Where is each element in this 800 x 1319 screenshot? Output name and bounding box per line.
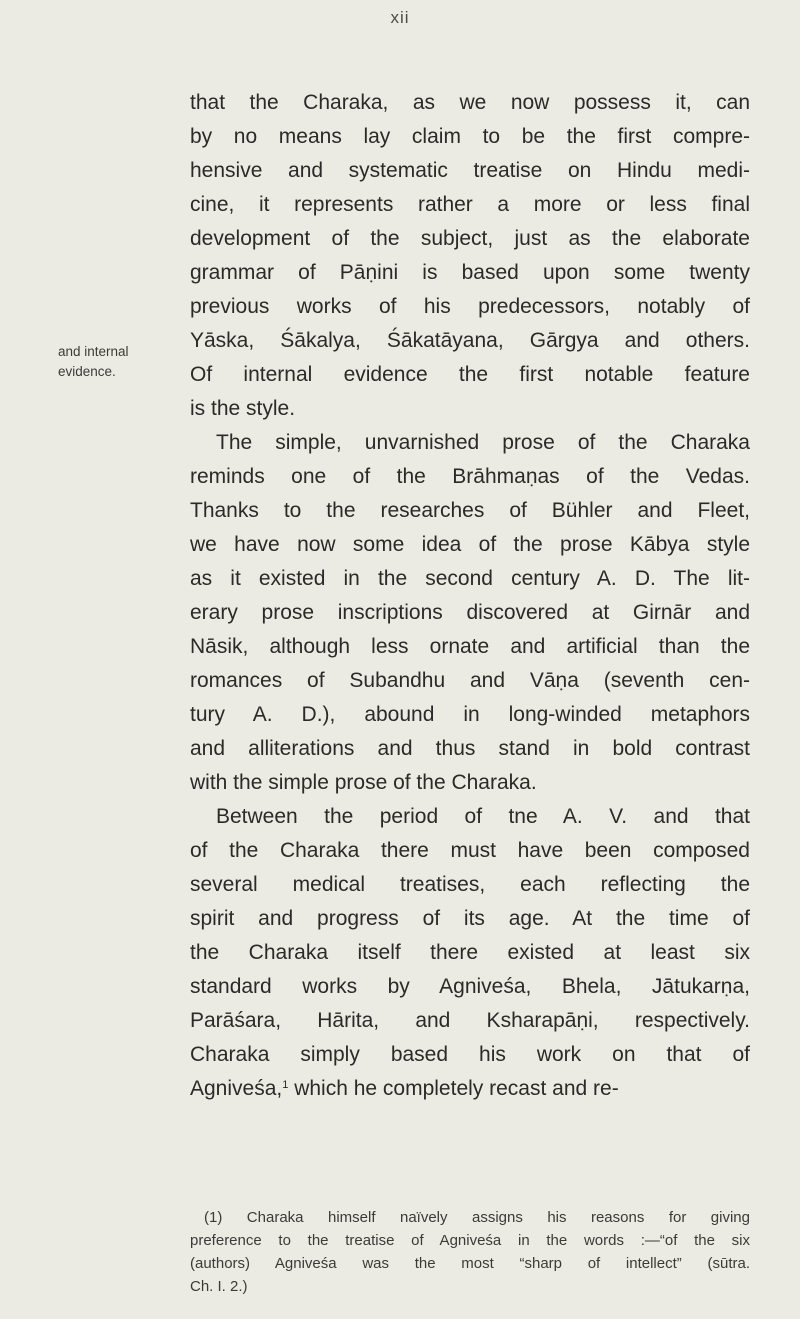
body-line-part: which he completely recast and re-: [294, 1077, 619, 1100]
body-line: Parāśara, Hārita, and Ksharapāṇi, respectively.: [190, 1009, 750, 1032]
body-line-with-footnote: [190, 1072, 750, 1106]
page-number: xii: [390, 8, 410, 27]
body-line: the Charaka itself there existed at least six: [190, 941, 750, 964]
body-line: Nāsik, although less ornate and artificial than the: [190, 635, 750, 658]
footnote-line: (1) Charaka himself naïvely assigns his reasons for giving: [204, 1209, 750, 1226]
body-line: Of internal evidence the first notable feature: [190, 363, 750, 386]
body-line: as it existed in the second century A. D. The lit-: [190, 567, 750, 590]
body-line: we have now some idea of the prose Kābya style: [190, 533, 750, 556]
margin-note-line: evidence.: [58, 364, 116, 379]
body-line: Thanks to the researches of Bühler and Fleet,: [190, 499, 750, 522]
body-line: grammar of Pāṇini is based upon some twenty: [190, 261, 750, 284]
body-text: [190, 86, 750, 1106]
footnote: [190, 1206, 750, 1298]
body-line: The simple, unvarnished prose of the Charaka: [216, 431, 750, 454]
footnote-line: Ch. I. 2.): [190, 1278, 248, 1295]
body-line: hensive and systematic treatise on Hindu medi-: [190, 159, 750, 182]
body-line: that the Charaka, as we now possess it, can: [190, 91, 750, 114]
body-line: by no means lay claim to be the first compre-: [190, 125, 750, 148]
body-line: reminds one of the Brāhmaṇas of the Vedas.: [190, 465, 750, 488]
body-line: romances of Subandhu and Vāṇa (seventh cen-: [190, 669, 750, 692]
footnote-marker: 1: [282, 1079, 289, 1091]
margin-note: [58, 342, 130, 382]
body-line: cine, it represents rather a more or less final: [190, 193, 750, 216]
margin-note-line: and internal: [58, 344, 129, 359]
footnote-line: preference to the treatise of Agniveśa in the words :—“of the six: [190, 1232, 750, 1249]
body-line-part: Agniveśa,: [190, 1077, 283, 1100]
body-line: several medical treatises, each reflecting the: [190, 873, 750, 896]
body-line: erary prose inscriptions discovered at Girnār and: [190, 601, 750, 624]
body-line: previous works of his predecessors, notably of: [190, 295, 750, 318]
body-line: development of the subject, just as the elaborate: [190, 227, 750, 250]
body-line: with the simple prose of the Charaka.: [190, 771, 537, 794]
body-line: spirit and progress of its age. At the time of: [190, 907, 750, 930]
body-line: of the Charaka there must have been composed: [190, 839, 750, 862]
body-line: Between the period of tne A. V. and that: [216, 805, 750, 828]
body-line: and alliterations and thus stand in bold contrast: [190, 737, 750, 760]
body-line: standard works by Agniveśa, Bhela, Jātukarṇa,: [190, 975, 750, 998]
footnote-line: (authors) Agniveśa was the most “sharp of intellect” (sūtra.: [190, 1255, 750, 1272]
body-line: Charaka simply based his work on that of: [190, 1043, 750, 1066]
body-line: tury A. D.), abound in long-winded metaphors: [190, 703, 750, 726]
body-line: is the style.: [190, 397, 296, 420]
body-line: Yāska, Śākalya, Śākatāyana, Gārgya and others.: [190, 329, 750, 352]
